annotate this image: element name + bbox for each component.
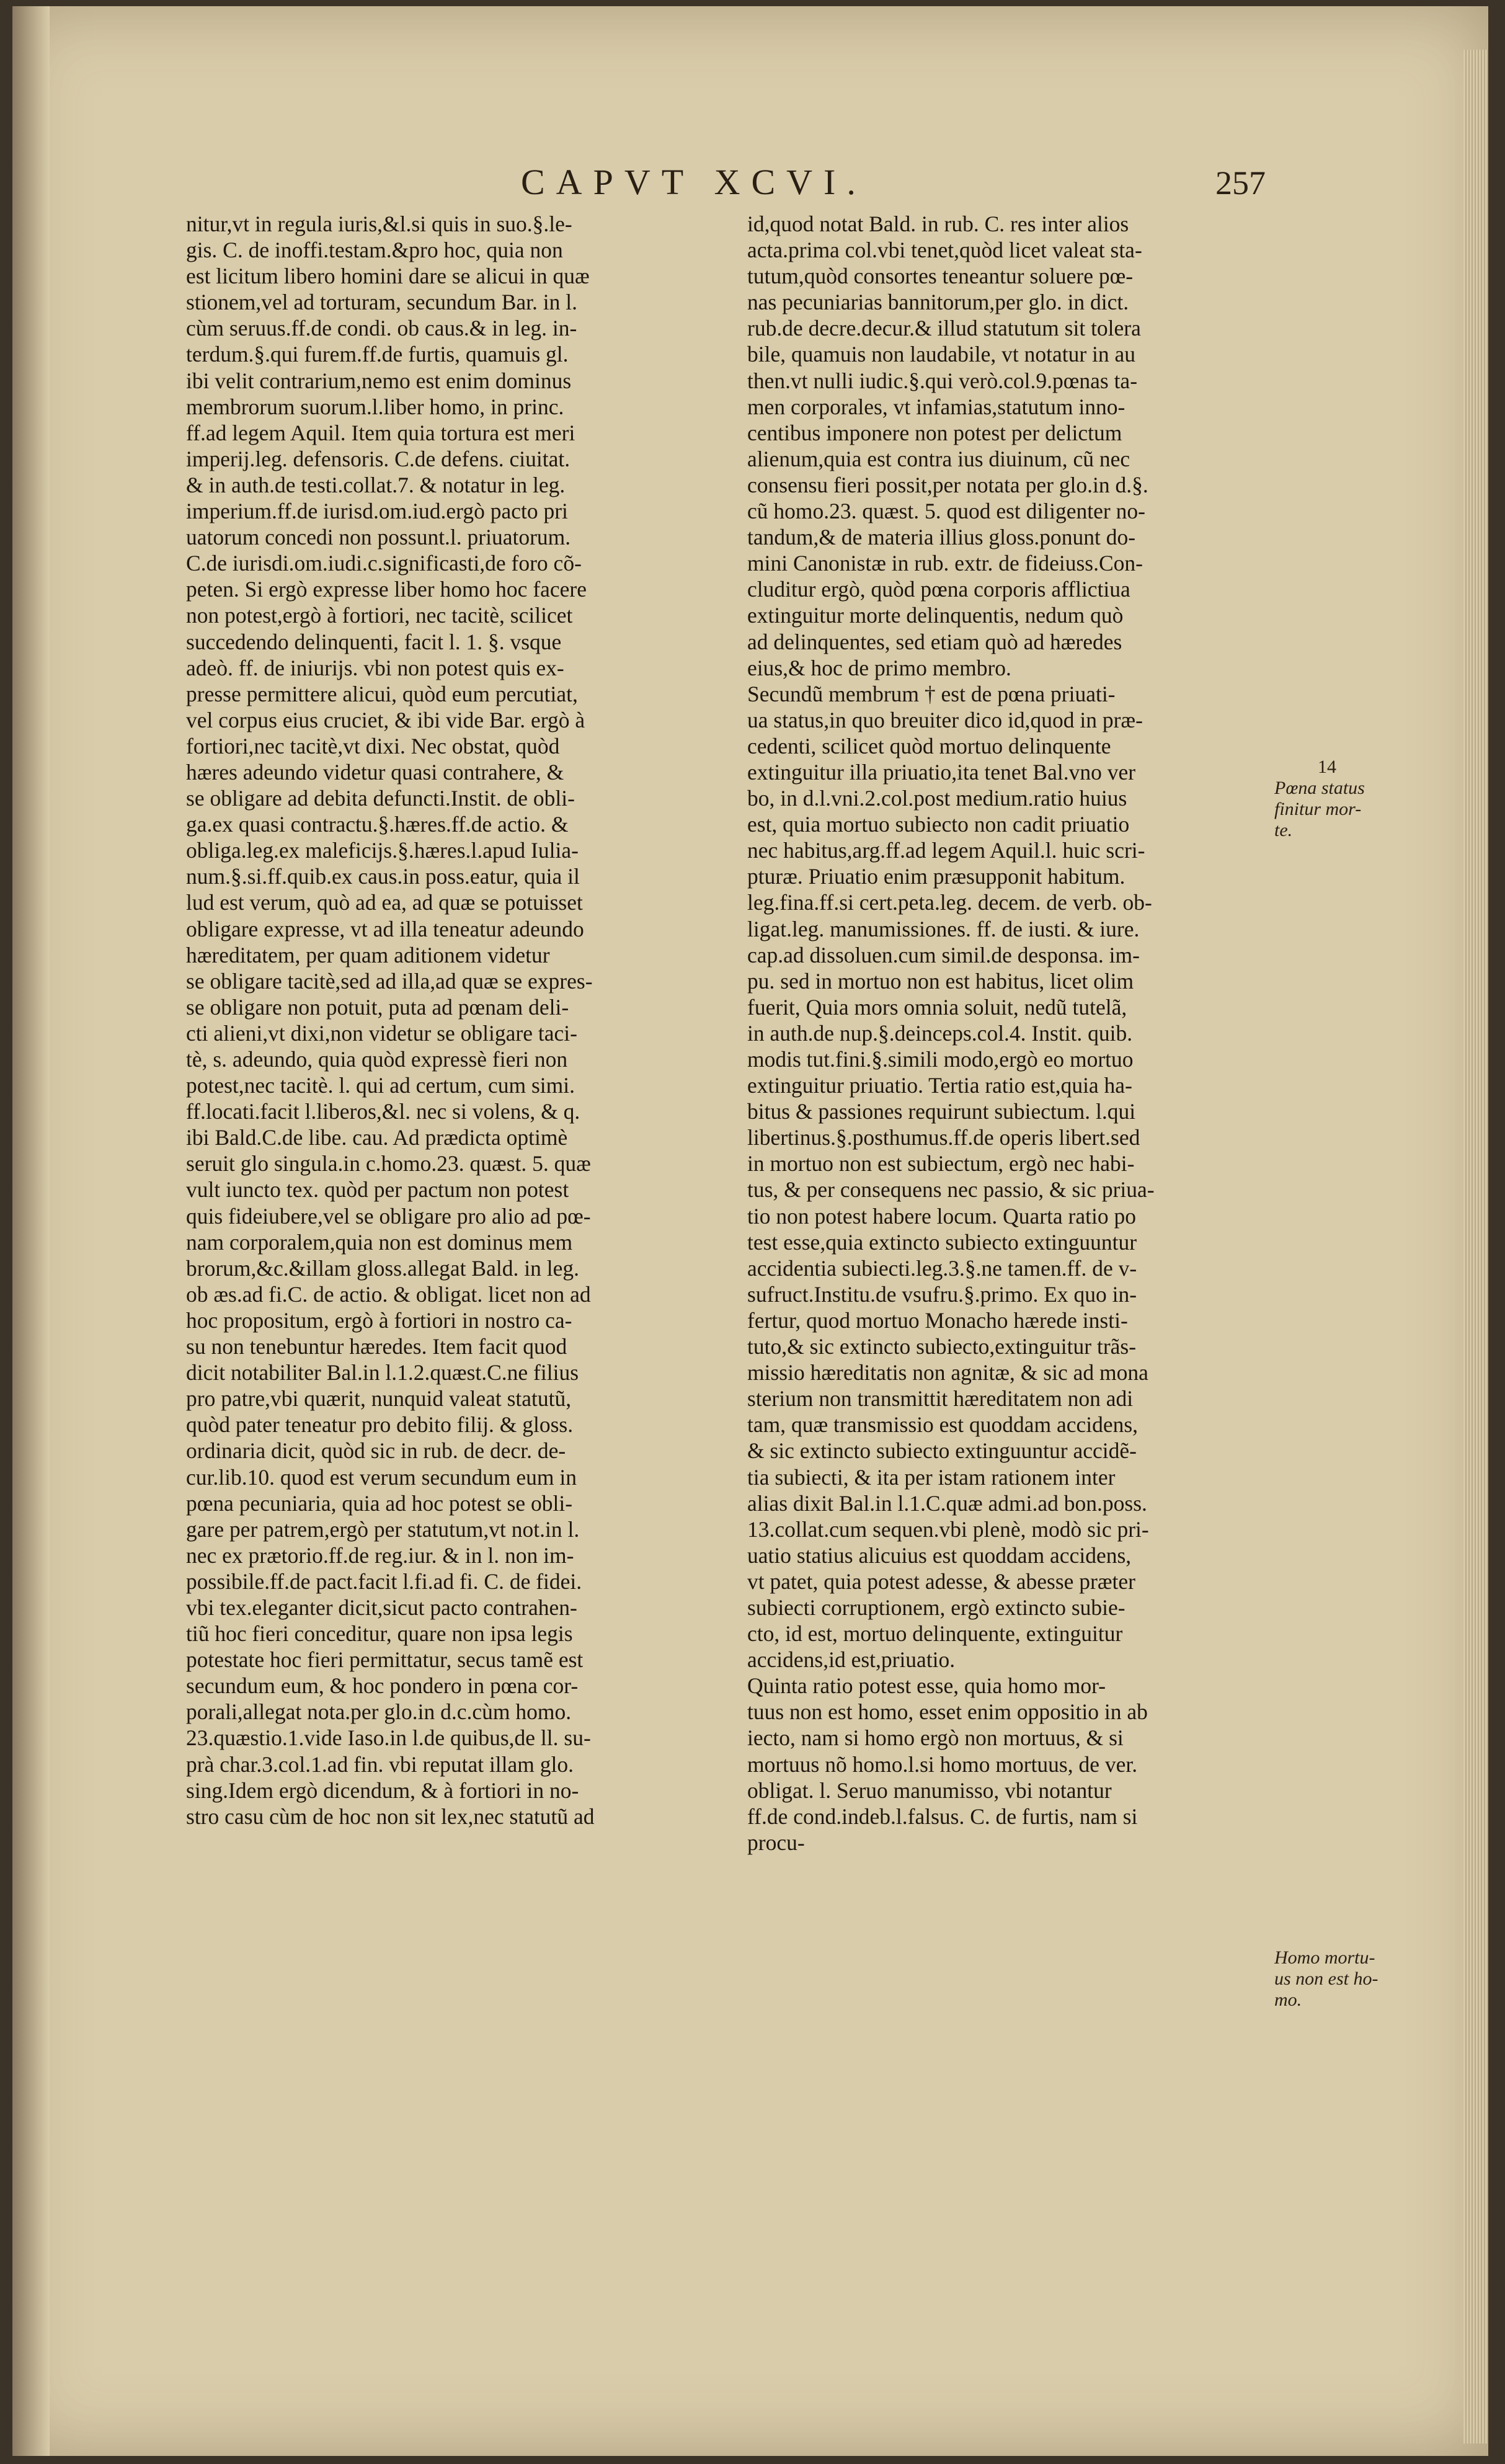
text-line: dicit notabiliter Bal.in l.1.2.quæst.C.ne filius (186, 1360, 579, 1385)
text-line: adeò. ff. de iniurijs. vbi non potest quis ex- (186, 655, 564, 680)
text-line: bile, quamuis non laudabile, vt notatur in au (747, 342, 1136, 367)
right-text-column (747, 211, 1268, 1856)
text-line: in mortuo non est subiectum, ergò nec habi- (747, 1151, 1135, 1176)
text-line: nitur,vt in regula iuris,&l.si quis in suo.§.le- (186, 211, 572, 236)
text-line: consensu fieri possit,per notata per glo.in d.§. (747, 472, 1148, 497)
margin-note-line: finitur mor- (1274, 799, 1362, 819)
text-line: tandum,& de materia illius gloss.ponunt do- (747, 525, 1136, 550)
book-page (12, 6, 1488, 2456)
text-line: cap.ad dissoluen.cum simil.de desponsa. im- (747, 942, 1140, 967)
text-line: pro patre,vbi quærit, nunquid valeat statutũ, (186, 1386, 572, 1412)
text-line: alias dixit Bal.in l.1.C.quæ admi.ad bon.poss. (747, 1490, 1147, 1516)
text-line: membrorum suorum.l.liber homo, in princ. (186, 394, 564, 419)
text-line: stionem,vel ad torturam, secundum Bar. in l. (186, 290, 577, 315)
text-line: vult iuncto tex. quòd per pactum non potest (186, 1177, 569, 1203)
text-line: quòd pater teneatur pro debito filij. & gloss. (186, 1412, 574, 1438)
text-line: 13.collat.cum sequen.vbi plenè, modò sic pri- (747, 1516, 1149, 1542)
running-head: CAPVT XCVI. (521, 162, 867, 202)
text-line: fertur, quod mortuo Monacho hærede insti- (747, 1307, 1128, 1333)
text-line: se obligare non potuit, puta ad pœnam deli- (186, 994, 569, 1020)
text-line: iecto, nam si homo ergò non mortuus, & si (747, 1725, 1124, 1751)
text-line: stro casu cùm de hoc non sit lex,nec statutũ ad (186, 1804, 595, 1829)
text-line: subiecti corruptionem, ergò extincto subie- (747, 1594, 1125, 1620)
text-line: hæres adeundo videtur quasi contrahere, & (186, 759, 564, 785)
text-line: leg.fina.ff.si cert.peta.leg. decem. de verb. ob- (747, 890, 1152, 915)
margin-note-line: te. (1274, 820, 1293, 840)
text-line: nam corporalem,quia non est dominus mem (186, 1229, 573, 1255)
text-line: vbi tex.eleganter dicit,sicut pacto contrahen- (186, 1594, 577, 1620)
text-line: ibi velit contrarium,nemo est enim dominus (186, 368, 572, 393)
text-line: est licitum libero homini dare se alicui in quæ (186, 264, 590, 289)
text-line: 23.quæstio.1.vide Iaso.in l.de quibus,de ll. su- (186, 1725, 591, 1751)
text-line: imperij.leg. defensoris. C.de defens. ciuitat. (186, 446, 570, 471)
text-line: ordinaria dicit, quòd sic in rub. de decr. de- (186, 1438, 566, 1464)
text-line: se obligare tacitè,sed ad illa,ad quæ se expres- (186, 968, 593, 994)
text-line: tio non potest habere locum. Quarta ratio po (747, 1203, 1136, 1229)
text-line: gis. C. de inoffi.testam.&pro hoc, quia non (186, 238, 563, 263)
text-line: imperium.ff.de iurisd.om.iud.ergò pacto pri (186, 499, 568, 524)
text-line: Secundũ membrum † est de pœna priuati- (747, 681, 1116, 706)
text-line: tè, s. adeundo, quia quòd expressè fieri non (186, 1047, 568, 1072)
margin-note-line: us non est ho- (1274, 1968, 1378, 1989)
text-line: hoc propositum, ergò à fortiori in nostro ca- (186, 1307, 572, 1333)
text-line: non potest,ergò à fortiori, nec tacitè, scilicet (186, 603, 573, 628)
text-line: porali,allegat nota.per glo.in d.c.cùm homo. (186, 1699, 572, 1725)
text-line: accidens,id est,priuatio. (747, 1647, 956, 1673)
text-line: succedendo delinquenti, facit l. 1. §. vsque (186, 629, 562, 654)
text-line: bo, in d.l.vni.2.col.post medium.ratio huius (747, 786, 1127, 811)
text-line: pturæ. Priuatio enim præsupponit habitum. (747, 864, 1125, 889)
margin-note (1274, 1947, 1378, 2011)
text-line: then.vt nulli iudic.§.qui verò.col.9.pœnas ta- (747, 368, 1138, 393)
text-line: presse permittere alicui, quòd eum percutiat, (186, 681, 578, 706)
page-gutter-shadow (12, 6, 50, 2456)
text-line: extinguitur morte delinquentis, nedum quò (747, 603, 1124, 628)
text-line: prà char.3.col.1.ad fin. vbi reputat illam glo. (186, 1751, 574, 1777)
folio-number: 257 (1215, 164, 1266, 202)
text-line: brorum,&c.&illam gloss.allegat Bald. in leg. (186, 1255, 579, 1281)
text-line: modis tut.fini.§.simili modo,ergò eo mortuo (747, 1047, 1134, 1072)
text-line: acta.prima col.vbi tenet,quòd licet valeat sta- (747, 238, 1142, 263)
text-line: cti alieni,vt dixi,non videtur se obligare taci- (186, 1020, 577, 1046)
text-line: su non tenebuntur hæredes. Item facit quod (186, 1334, 567, 1359)
text-line: num.§.si.ff.quib.ex caus.in poss.eatur, quia il (186, 864, 580, 889)
text-line: C.de iurisdi.om.iudi.c.significasti,de foro cõ- (186, 551, 582, 576)
text-line: test esse,quia extincto subiecto extinguuntur (747, 1229, 1137, 1255)
text-line: ga.ex quasi contractu.§.hæres.ff.de actio. & (186, 812, 569, 837)
text-line: sing.Idem ergò dicendum, & à fortiori in no- (186, 1777, 579, 1803)
text-line: tus, & per consequens nec passio, & sic priua- (747, 1177, 1155, 1203)
text-line: obligat. l. Seruo manumisso, vbi notantur (747, 1777, 1112, 1803)
text-line: extinguitur illa priuatio,ita tenet Bal.vno ver (747, 759, 1136, 785)
text-line: est, quia mortuo subiecto non cadit priuatio (747, 812, 1130, 837)
text-line: fortiori,nec tacitè,vt dixi. Nec obstat, quòd (186, 733, 560, 758)
text-line: obligare expresse, vt ad illa teneatur adeundo (186, 916, 584, 941)
text-line: centibus imponere non potest per delictum (747, 420, 1122, 445)
text-line: vt patet, quia potest adesse, & abesse præter (747, 1568, 1135, 1594)
text-line: tia subiecti, & ita per istam rationem inter (747, 1464, 1116, 1490)
page-edges (1463, 50, 1488, 2444)
text-line: cùm seruus.ff.de condi. ob caus.& in leg. in- (186, 316, 577, 341)
text-line: ibi Bald.C.de libe. cau. Ad prædicta optimè (186, 1125, 568, 1150)
text-line: gare per patrem,ergò per statutum,vt not.in l. (186, 1516, 580, 1542)
text-line: ob æs.ad fi.C. de actio. & obligat. licet non ad (186, 1281, 591, 1307)
text-line: eius,& hoc de primo membro. (747, 655, 1011, 680)
text-line: se obligare ad debita defuncti.Instit. de obli- (186, 786, 575, 811)
text-line: potestate hoc fieri permittatur, secus tamẽ est (186, 1647, 584, 1673)
text-line: ff.de cond.indeb.l.falsus. C. de furtis, nam si (747, 1804, 1138, 1829)
text-line: missio hæreditatis non agnitæ, & sic ad mona (747, 1360, 1148, 1385)
margin-note (1274, 757, 1365, 841)
text-line: libertinus.§.posthumus.ff.de operis libert.sed (747, 1125, 1140, 1150)
text-line: pu. sed in mortuo non est habitus, licet olim (747, 968, 1134, 994)
text-line: obliga.leg.ex maleficijs.§.hæres.l.apud Iulia- (186, 838, 579, 863)
text-line: sufruct.Institu.de vsufru.§.primo. Ex quo in- (747, 1281, 1137, 1307)
text-line: procu- (747, 1830, 805, 1855)
left-text-column (186, 211, 707, 1830)
margin-note-line: mo. (1274, 1990, 1302, 2010)
text-line: id,quod notat Bald. in rub. C. res inter alios (747, 211, 1129, 236)
text-line: & in auth.de testi.collat.7. & notatur in leg. (186, 472, 566, 497)
text-line: peten. Si ergò expresse liber homo hoc facere (186, 577, 587, 602)
text-line: ligat.leg. manumissiones. ff. de iusti. & iure. (747, 916, 1140, 941)
margin-note-line: Homo mortu- (1274, 1947, 1375, 1968)
text-line: uatio statius alicuius est quoddam accidens, (747, 1542, 1132, 1568)
text-line: pœna pecuniaria, quia ad hoc potest se obli- (186, 1490, 573, 1516)
text-line: uatorum concedi non possunt.l. priuatorum. (186, 525, 571, 550)
text-line: cluditur ergò, quòd pœna corporis afflictiua (747, 577, 1130, 602)
text-line: cto, id est, mortuo delinquente, extinguitur (747, 1621, 1123, 1647)
text-line: secundum eum, & hoc pondero in pœna cor- (186, 1673, 579, 1699)
text-line: Quinta ratio potest esse, quia homo mor- (747, 1673, 1106, 1699)
text-line: hæreditatem, per quam aditionem videtur (186, 942, 550, 967)
margin-note-line: Pœna status (1274, 778, 1365, 798)
text-line: quis fideiubere,vel se obligare pro alio ad pœ- (186, 1203, 591, 1229)
text-line: mortuus nõ homo.l.si homo mortuus, de ver. (747, 1751, 1138, 1777)
text-line: tutum,quòd consortes teneantur soluere pœ- (747, 264, 1134, 289)
text-line: extinguitur priuatio. Tertia ratio est,quia ha- (747, 1073, 1132, 1098)
text-line: mini Canonistæ in rub. extr. de fideiuss.Con- (747, 551, 1143, 576)
text-line: ad delinquentes, sed etiam quò ad hæredes (747, 629, 1122, 654)
page-header (12, 161, 1439, 211)
text-line: tam, quæ transmissio est quoddam accidens, (747, 1412, 1139, 1438)
text-line: alienum,quia est contra ius diuinum, cũ nec (747, 446, 1130, 471)
text-line: cedenti, scilicet quòd mortuo delinquente (747, 733, 1111, 758)
text-line: fuerit, Quia mors omnia soluit, nedũ tutelã, (747, 994, 1127, 1020)
margin-note-number: 14 (1318, 757, 1336, 777)
text-line: bitus & passiones requirunt subiectum. l.qui (747, 1099, 1136, 1124)
text-line: cũ homo.23. quæst. 5. quod est diligenter no- (747, 499, 1145, 524)
text-line: in auth.de nup.§.deinceps.col.4. Instit. quib. (747, 1020, 1133, 1046)
text-line: terdum.§.qui furem.ff.de furtis, quamuis gl. (186, 342, 569, 367)
text-line: men corporales, vt infamias,statutum inno- (747, 394, 1125, 419)
text-line: ff.locati.facit l.liberos,&l. nec si volens, & q. (186, 1099, 580, 1124)
text-line: seruit glo singula.in c.homo.23. quæst. 5. quæ (186, 1151, 591, 1176)
text-line: nec habitus,arg.ff.ad legem Aquil.l. huic scri- (747, 838, 1145, 863)
text-line: ff.ad legem Aquil. Item quia tortura est meri (186, 420, 575, 445)
text-line: possibile.ff.de pact.facit l.fi.ad fi. C. de fidei. (186, 1568, 582, 1594)
text-line: accidentia subiecti.leg.3.§.ne tamen.ff. de v- (747, 1255, 1137, 1281)
text-line: & sic extincto subiecto extinguuntur accidẽ- (747, 1438, 1137, 1464)
text-line: nas pecuniarias bannitorum,per glo. in dict. (747, 290, 1129, 315)
text-line: tiũ hoc fieri conceditur, quare non ipsa legis (186, 1621, 573, 1647)
text-line: vel corpus eius cruciet, & ibi vide Bar. ergò à (186, 707, 585, 732)
text-line: cur.lib.10. quod est verum secundum eum in (186, 1464, 577, 1490)
text-line: tuto,& sic extincto subiecto,extinguitur trãs- (747, 1334, 1137, 1359)
text-line: nec ex prætorio.ff.de reg.iur. & in l. non im- (186, 1542, 574, 1568)
text-line: ua status,in quo breuiter dico id,quod in præ- (747, 707, 1143, 732)
text-line: tuus non est homo, esset enim oppositio in ab (747, 1699, 1148, 1725)
text-line: lud est verum, quò ad ea, ad quæ se potuisset (186, 890, 583, 915)
text-line: potest,nec tacitè. l. qui ad certum, cum simi. (186, 1073, 575, 1098)
text-line: rub.de decre.decur.& illud statutum sit tolera (747, 316, 1141, 341)
text-line: sterium non transmittit hæreditatem non adi (747, 1386, 1134, 1412)
